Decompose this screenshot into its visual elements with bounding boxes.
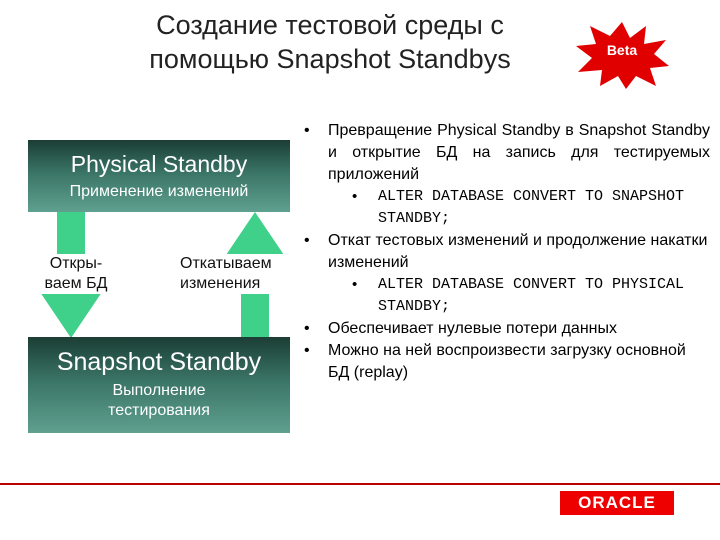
bullet-item: [302, 340, 710, 384]
bullet-text: Откат тестовых изменений и продолжение накатки изменений: [328, 232, 708, 271]
bullet-dot-icon: •: [352, 276, 358, 293]
snapshot-standby-subtitle: [28, 381, 290, 421]
bullet-dot-icon: •: [352, 188, 358, 205]
title-line-1: Создание тестовой среды с: [156, 10, 504, 40]
sub-bullet-item: [302, 186, 710, 230]
physical-standby-subtitle: Применение изменений: [69, 183, 249, 200]
rollback-label-line-2: изменения: [180, 275, 261, 292]
bullet-text: Можно на ней воспроизвести загрузку основной БД (replay): [328, 342, 686, 381]
bullet-dot-icon: •: [304, 122, 310, 139]
snapshot-subtitle-line-1: Выполнение: [112, 382, 206, 399]
title-line-2: помощью Snapshot Standbys: [149, 44, 511, 74]
sql-command: ALTER DATABASE CONVERT TO SNAPSHOT STANDBY;: [378, 188, 685, 227]
oracle-logo: ORACLE: [560, 491, 674, 515]
open-db-label-line-1: Откры-: [49, 255, 103, 272]
slide-title: [90, 8, 570, 76]
sql-command: ALTER DATABASE CONVERT TO PHYSICAL STANDBY;: [378, 276, 685, 315]
bullet-item: [302, 318, 710, 340]
rollback-label-line-1: Откатываем: [180, 255, 272, 272]
snapshot-standby-box: [28, 337, 290, 433]
bullet-list: [302, 120, 710, 384]
beta-badge: Beta: [606, 42, 638, 58]
bullet-text: Обеспечивает нулевые потери данных: [328, 320, 617, 337]
open-db-label: [26, 254, 126, 294]
bullet-dot-icon: •: [304, 232, 310, 249]
snapshot-subtitle-line-2: тестирования: [108, 402, 210, 419]
rollback-label: [180, 254, 298, 294]
snapshot-standby-title: Snapshot Standby: [56, 348, 262, 376]
bullet-item: [302, 120, 710, 186]
bullet-dot-icon: •: [304, 342, 310, 359]
bullet-dot-icon: •: [304, 320, 310, 337]
physical-standby-box: [28, 140, 290, 212]
physical-standby-title: Physical Standby: [70, 151, 248, 177]
bullet-item: [302, 230, 710, 274]
footer-divider: [0, 483, 720, 485]
sub-bullet-item: [302, 274, 710, 318]
bullet-text: Превращение Physical Standby в Snapshot Standby и открытие БД на запись для тестируемых приложений: [328, 122, 710, 183]
open-db-label-line-2: ваем БД: [44, 275, 108, 292]
